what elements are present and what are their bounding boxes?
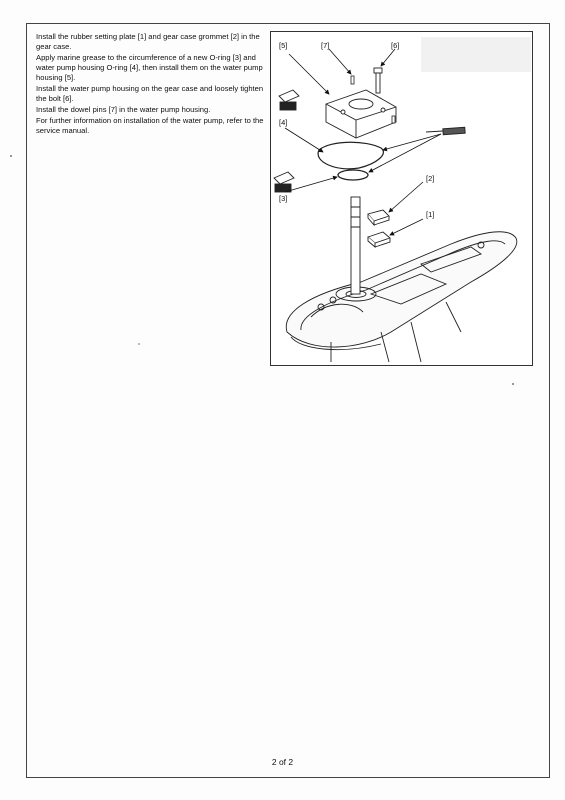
water-pump-housing bbox=[326, 90, 396, 138]
callout-7: [7] bbox=[321, 41, 330, 50]
scan-speck bbox=[138, 343, 140, 345]
grease-icon bbox=[279, 90, 299, 110]
instruction-step-5: For further information on installation of the water pump, refer to the service manual. bbox=[36, 116, 264, 135]
instruction-text bbox=[36, 32, 268, 137]
leader-lines bbox=[285, 49, 441, 235]
callout-6: [6] bbox=[391, 41, 400, 50]
o-ring bbox=[338, 170, 368, 180]
bolt bbox=[374, 68, 382, 93]
scan-speck bbox=[512, 383, 514, 385]
gear-case-grommet bbox=[368, 210, 389, 225]
scan-speck bbox=[10, 155, 12, 157]
grease-applicator bbox=[426, 127, 465, 135]
rubber-setting-plate bbox=[368, 232, 390, 247]
exploded-diagram bbox=[270, 31, 533, 366]
drive-shaft bbox=[351, 197, 360, 294]
callout-1: [1] bbox=[426, 210, 435, 219]
bleed-through-mark bbox=[421, 37, 531, 72]
callout-3: [3] bbox=[279, 194, 288, 203]
callout-2: [2] bbox=[426, 174, 435, 183]
housing-o-ring bbox=[318, 142, 383, 169]
page-number: 2 of 2 bbox=[271, 757, 294, 767]
callout-4: [4] bbox=[279, 118, 288, 127]
instruction-step-4: Install the dowel pins [7] in the water pump housing. bbox=[36, 105, 211, 114]
instruction-step-1: Install the rubber setting plate [1] and gear case grommet [2] in the gear case. bbox=[36, 32, 260, 51]
diagram-drawing bbox=[271, 32, 533, 366]
instruction-step-2: Apply marine grease to the circumference of a new O-ring [3] and water pump housing O-ring [4], then install them on the water pump housing [5]. bbox=[36, 53, 263, 82]
instruction-step-3: Install the water pump housing on the gear case and loosely tighten the bolt [6]. bbox=[36, 84, 264, 103]
callout-5: [5] bbox=[279, 41, 288, 50]
grease-icon bbox=[274, 172, 294, 192]
gear-case bbox=[286, 232, 517, 362]
